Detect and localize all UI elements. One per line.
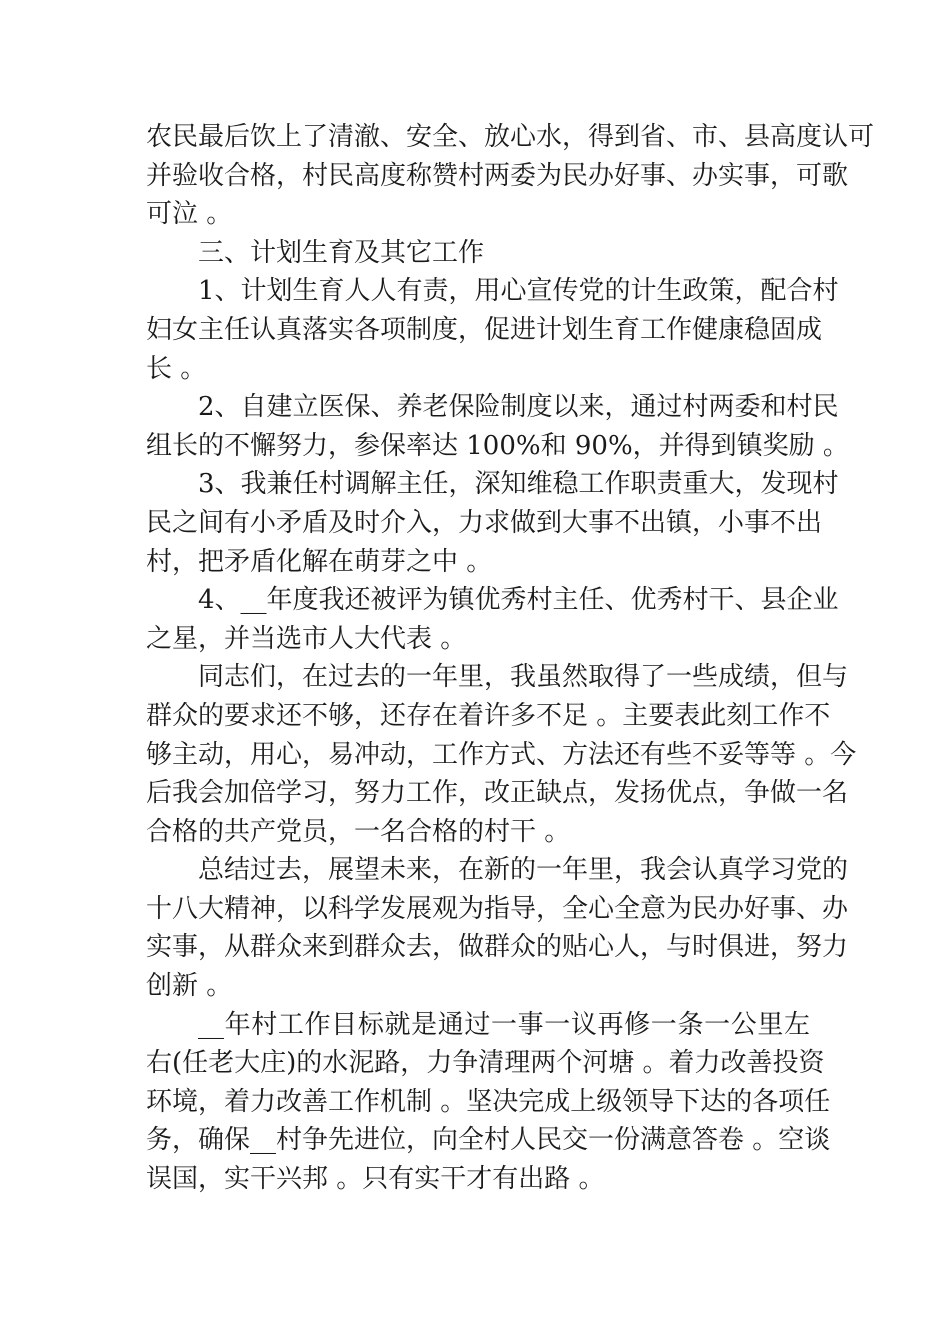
text-line: 右(任老大庄)的水泥路，力争清理两个河塘 。着力改善投资 <box>146 1048 825 1079</box>
paragraph-item-2 <box>146 388 849 465</box>
text-line: 3、我兼任村调解主任，深知维稳工作职责重大，发现村 <box>198 469 839 500</box>
paragraph-item-1 <box>146 272 839 388</box>
text-line: 之星，并当选市人大代表 。 <box>146 623 467 654</box>
paragraph-continued <box>146 118 875 234</box>
text-line: 并验收合格，村民高度称赞村两委为民办好事、办实事，可歌 <box>146 160 849 191</box>
document-body <box>146 118 875 1199</box>
text-line: 误国，实干兴邦 。只有实干才有出路 。 <box>146 1164 605 1195</box>
paragraph-comrades <box>146 658 857 851</box>
text-line: 1、计划生育人人有责，用心宣传党的计生政策，配合村 <box>198 276 839 307</box>
text-line: 后我会加倍学习，努力工作，改正缺点，发扬优点，争做一名 <box>146 778 849 809</box>
text-line: 环境，着力改善工作机制 。坚决完成上级领导下达的各项任 <box>146 1086 831 1117</box>
text-line: 务，确保__村争先进位，向全村人民交一份满意答卷 。空谈 <box>146 1125 831 1156</box>
text-line: 4、__年度我还被评为镇优秀村主任、优秀村干、县企业 <box>198 585 839 616</box>
text-line: 农民最后饮上了清澈、安全、放心水，得到省、市、县高度认可 <box>146 122 875 152</box>
text-line: 村，把矛盾化解在萌芽之中 。 <box>146 546 493 577</box>
section-heading <box>146 234 810 273</box>
text-line: 长 。 <box>146 353 207 384</box>
paragraph-item-4 <box>146 581 839 658</box>
text-line: 合格的共产党员，一名合格的村干 。 <box>146 816 571 847</box>
text-line: 可泣 。 <box>146 199 233 230</box>
text-line: 民之间有小矛盾及时介入，力求做到大事不出镇，小事不出 <box>146 507 823 538</box>
text-line: 妇女主任认真落实各项制度，促进计划生育工作健康稳固成 <box>146 314 823 345</box>
text-line: __年村工作目标就是通过一事一议再修一条一公里左 <box>198 1009 810 1040</box>
text-line: 够主动，用心，易冲动，工作方式、方法还有些不妥等等 。今 <box>146 739 857 770</box>
text-line: 2、自建立医保、养老保险制度以来，通过村两委和村民 <box>198 392 839 423</box>
text-line: 实事，从群众来到群众去，做群众的贴心人，与时俱进，努力 <box>146 932 849 963</box>
text-line: 组长的不懈努力，参保率达 100%和 90%，并得到镇奖励 。 <box>146 430 849 461</box>
paragraph-goals <box>146 1006 831 1199</box>
text-line: 群众的要求还不够，还存在着许多不足 。主要表此刻工作不 <box>146 700 831 731</box>
text-line: 十八大精神，以科学发展观为指导，全心全意为民办好事、办 <box>146 893 849 924</box>
text-line: 同志们，在过去的一年里，我虽然取得了一些成绩，但与 <box>198 662 849 693</box>
paragraph-item-3 <box>146 465 839 581</box>
heading-line: 三、计划生育及其它工作 <box>198 237 485 268</box>
paragraph-summary <box>146 851 849 1005</box>
text-line: 总结过去，展望未来，在新的一年里，我会认真学习党的 <box>198 855 849 886</box>
text-line: 创新 。 <box>146 971 233 1002</box>
